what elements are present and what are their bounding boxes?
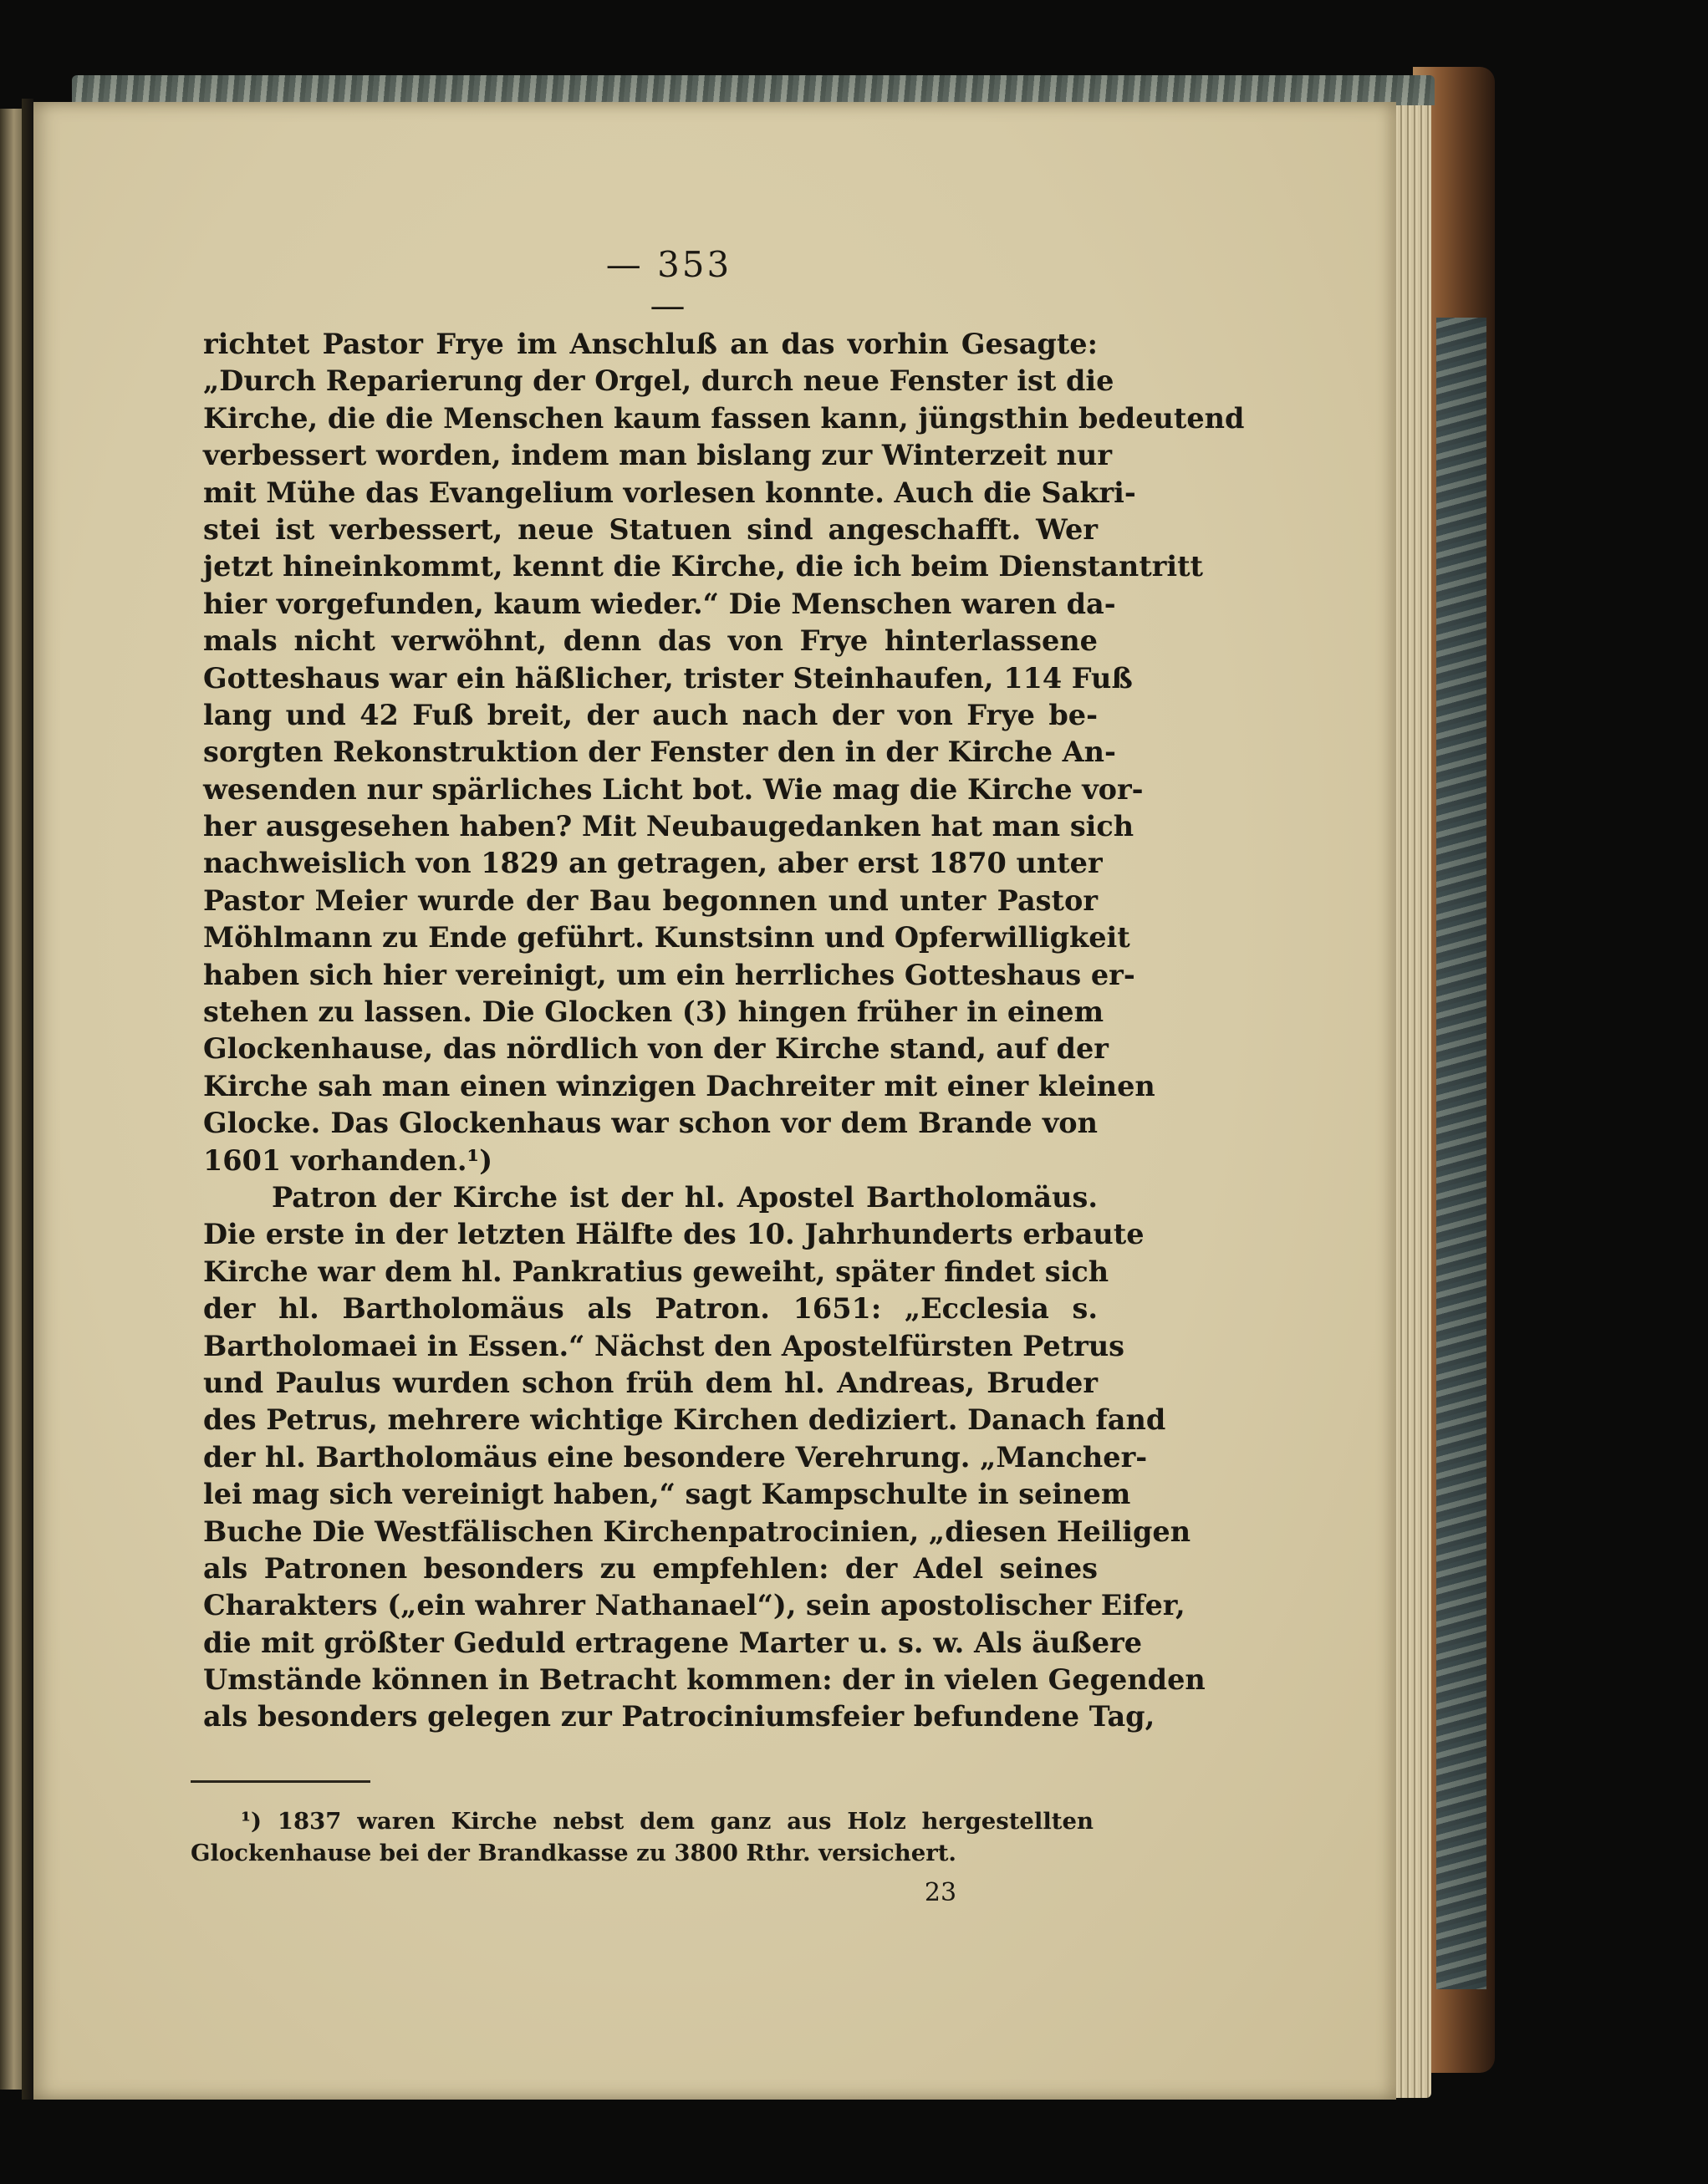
- text-line: Pastor Meier wurde der Bau begonnen und unter Pastor: [203, 883, 1098, 917]
- text-line: der hl. Bartholomäus als Patron. 1651: „Ecclesia s.: [203, 1292, 1098, 1326]
- signature-mark: 23: [924, 1878, 957, 1907]
- text-line: der hl. Bartholomäus eine besondere Verehrung. „Mancher-: [203, 1440, 1148, 1474]
- text-line: lang und 42 Fuß breit, der auch nach der von Frye be-: [203, 698, 1098, 731]
- text-line: her ausgesehen haben? Mit Neubaugedanken hat man sich: [203, 810, 1134, 843]
- text-line: und Paulus wurden schon früh dem hl. Andreas, Bruder: [203, 1366, 1098, 1399]
- text-line: Umstände können in Betracht kommen: der in vielen Gegenden: [203, 1663, 1206, 1697]
- text-line: Charakters („ein wahrer Nathanael“), sein apostolischer Eifer,: [203, 1589, 1185, 1622]
- footnote: [191, 1805, 1094, 1869]
- text-line: nachweislich von 1829 an getragen, aber erst 1870 unter: [203, 847, 1103, 880]
- footnote-line: Glockenhause bei der Brandkasse zu 3800 Rthr. versichert.: [191, 1840, 956, 1866]
- text-line: Möhlmann zu Ende geführt. Kunstsinn und Opferwilligkeit: [203, 921, 1130, 955]
- text-line: Buche Die Westfälischen Kirchenpatrocinien, „diesen Heiligen: [203, 1515, 1191, 1548]
- text-line: mals nicht verwöhnt, denn das von Frye hinterlassene: [203, 624, 1098, 658]
- text-line: verbessert worden, indem man bislang zur Winterzeit nur: [203, 439, 1113, 472]
- text-line: Die erste in der letzten Hälfte des 10. Jahrhunderts erbaute: [203, 1218, 1145, 1251]
- text-line: Kirche sah man einen winzigen Dachreiter mit einer kleinen: [203, 1069, 1155, 1102]
- text-line: lei mag sich vereinigt haben,“ sagt Kampschulte in seinem: [203, 1478, 1131, 1511]
- text-line: als besonders gelegen zur Patrociniumsfeier befundene Tag,: [203, 1700, 1155, 1733]
- footnote-line: ¹) 1837 waren Kirche nebst dem ganz aus Holz hergestellten: [241, 1808, 1094, 1835]
- footnote-rule: [191, 1780, 370, 1783]
- text-line: als Patronen besonders zu empfehlen: der Adel seines: [203, 1551, 1098, 1585]
- text-line: haben sich hier vereinigt, um ein herrliches Gotteshaus er-: [203, 958, 1135, 991]
- text-line: richtet Pastor Frye im Anschluß an das vorhin Gesagte:: [203, 328, 1098, 360]
- book-gutter: [22, 99, 33, 2100]
- text-line: stehen zu lassen. Die Glocken (3) hingen früher in einem: [203, 995, 1104, 1029]
- text-line: stei ist verbessert, neue Statuen sind angeschafft. Wer: [203, 512, 1098, 546]
- text-line: hier vorgefunden, kaum wieder.“ Die Menschen waren da-: [203, 587, 1116, 620]
- text-line: jetzt hineinkommt, kennt die Kirche, die ich beim Dienstantritt: [203, 550, 1204, 583]
- text-line: Kirche, die die Menschen kaum fassen kann, jüngsthin bedeutend: [203, 401, 1245, 435]
- text-line: Glocke. Das Glockenhaus war schon vor dem Brande von: [203, 1107, 1098, 1140]
- marbled-edge: [1436, 318, 1486, 1989]
- text-line: Gotteshaus war ein häßlicher, trister Steinhaufen, 114 Fuß: [203, 661, 1133, 695]
- text-line: „Durch Reparierung der Orgel, durch neue Fenster ist die: [203, 364, 1114, 398]
- text-line: die mit größter Geduld ertragene Marter u. s. w. Als äußere: [203, 1626, 1143, 1659]
- body-text: [203, 326, 1245, 1736]
- paragraph-start-line: Patron der Kirche ist der hl. Apostel Bartholomäus.: [272, 1180, 1098, 1214]
- text-line: Kirche war dem hl. Pankratius geweiht, später findet sich: [203, 1255, 1109, 1288]
- text-line: mit Mühe das Evangelium vorlesen konnte. Auch die Sakri-: [203, 476, 1136, 509]
- page-number: — 353 —: [605, 244, 732, 326]
- text-line: Glockenhause, das nördlich von der Kirche stand, auf der: [203, 1032, 1109, 1066]
- text-line: sorgten Rekonstruktion der Fenster den in der Kirche An-: [203, 736, 1116, 769]
- marbled-top-edge: [72, 75, 1435, 105]
- text-line: 1601 vorhanden.¹): [203, 1143, 493, 1177]
- text-line: des Petrus, mehrere wichtige Kirchen dediziert. Danach fand: [203, 1403, 1166, 1437]
- text-line: wesenden nur spärliches Licht bot. Wie mag die Kirche vor-: [203, 772, 1144, 806]
- text-line: Bartholomaei in Essen.“ Nächst den Apostelfürsten Petrus: [203, 1329, 1125, 1362]
